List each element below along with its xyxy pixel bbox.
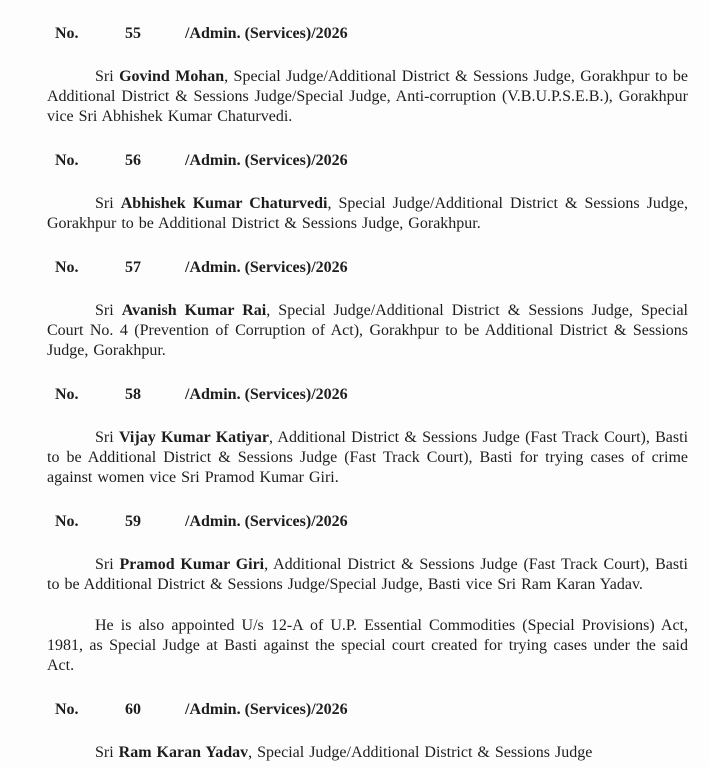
order-reference: /Admin. (Services)/2026	[185, 513, 348, 530]
order-reference: /Admin. (Services)/2026	[185, 386, 348, 403]
paragraph-pre-text: Sri	[95, 744, 119, 761]
order-entry-58	[47, 385, 688, 488]
paragraph-pre-text: Sri	[95, 302, 122, 319]
paragraph-pre-text: Sri	[95, 195, 121, 212]
order-entry-60	[47, 700, 688, 763]
paragraph-text: He is also appointed U/s 12-A of U.P. Essential Commodities (Special Provisions) Act, 1981, as Special Judge at Basti against the special court created for trying cases under the said Act.	[47, 617, 688, 674]
paragraph-text: , Additional District & Sessions Judge (Fast Track Court), Basti to be Additional District & Sessions Judge/Special Judge, Basti vice Sri Ram Karan Yadav.	[47, 556, 689, 593]
no-label: No.	[55, 152, 79, 169]
order-entry-57	[47, 258, 688, 361]
order-reference: /Admin. (Services)/2026	[185, 25, 348, 42]
judge-name: Govind Mohan	[119, 68, 225, 85]
order-number-line	[55, 700, 688, 720]
order-number: 59	[125, 513, 141, 530]
order-number: 57	[125, 259, 141, 276]
paragraph-text: , Special Judge/Additional District & Sessions Judge, Gorakhpur to be Additional District & Sessions Judge, Gorakhpur.	[47, 195, 689, 232]
judge-name: Vijay Kumar Katiyar	[118, 429, 270, 446]
judge-name: Abhishek Kumar Chaturvedi	[120, 195, 328, 212]
order-reference: /Admin. (Services)/2026	[185, 152, 348, 169]
judge-name: Ram Karan Yadav	[118, 744, 249, 761]
paragraph-pre-text: Sri	[95, 68, 120, 85]
no-label: No.	[55, 259, 79, 276]
no-label: No.	[55, 25, 79, 42]
order-number-line	[55, 151, 688, 171]
order-paragraph-clipped	[47, 743, 688, 763]
paragraph-pre-text: Sri	[95, 429, 119, 446]
order-paragraph-additional	[47, 616, 688, 676]
paragraph-text: , Special Judge/Additional District & Sessions Judge, Gorakhpur to be Additional District & Sessions Judge/Special Judge, Anti-corruption (V.B.U.P.S.E.B.), Gorakhpur vice Sri Abhishek Kumar Chaturvedi.	[47, 68, 689, 125]
order-reference: /Admin. (Services)/2026	[185, 259, 348, 276]
order-paragraph	[47, 428, 688, 488]
order-number-line	[55, 24, 688, 44]
order-number-line	[55, 258, 688, 278]
order-paragraph	[47, 194, 688, 234]
order-number-line	[55, 512, 688, 532]
order-number-line	[55, 385, 688, 405]
no-label: No.	[55, 701, 79, 718]
order-number: 60	[125, 701, 141, 718]
order-paragraph	[47, 555, 688, 595]
paragraph-text: , Additional District & Sessions Judge (Fast Track Court), Basti to be Additional District & Sessions Judge (Fast Track Court), Basti for trying cases of crime against women vice Sri Pramod Kumar Giri.	[47, 429, 689, 486]
no-label: No.	[55, 386, 79, 403]
order-number: 56	[125, 152, 141, 169]
paragraph-pre-text: Sri	[95, 556, 120, 573]
order-paragraph	[47, 67, 688, 127]
order-paragraph	[47, 301, 688, 361]
paragraph-text: , Special Judge/Additional District & Sessions Judge	[248, 744, 593, 761]
judge-name: Pramod Kumar Giri	[119, 556, 265, 573]
no-label: No.	[55, 513, 79, 530]
judge-name: Avanish Kumar Rai	[121, 302, 267, 319]
order-number: 55	[125, 25, 141, 42]
order-entry-55	[47, 24, 688, 127]
order-entry-59	[47, 512, 688, 676]
paragraph-text: , Special Judge/Additional District & Sessions Judge, Special Court No. 4 (Prevention of Corruption of Act), Gorakhpur to be Additional District & Sessions Judge, Gorakhpur.	[47, 302, 688, 359]
order-reference: /Admin. (Services)/2026	[185, 701, 348, 718]
order-number: 58	[125, 386, 141, 403]
order-entry-56	[47, 151, 688, 234]
